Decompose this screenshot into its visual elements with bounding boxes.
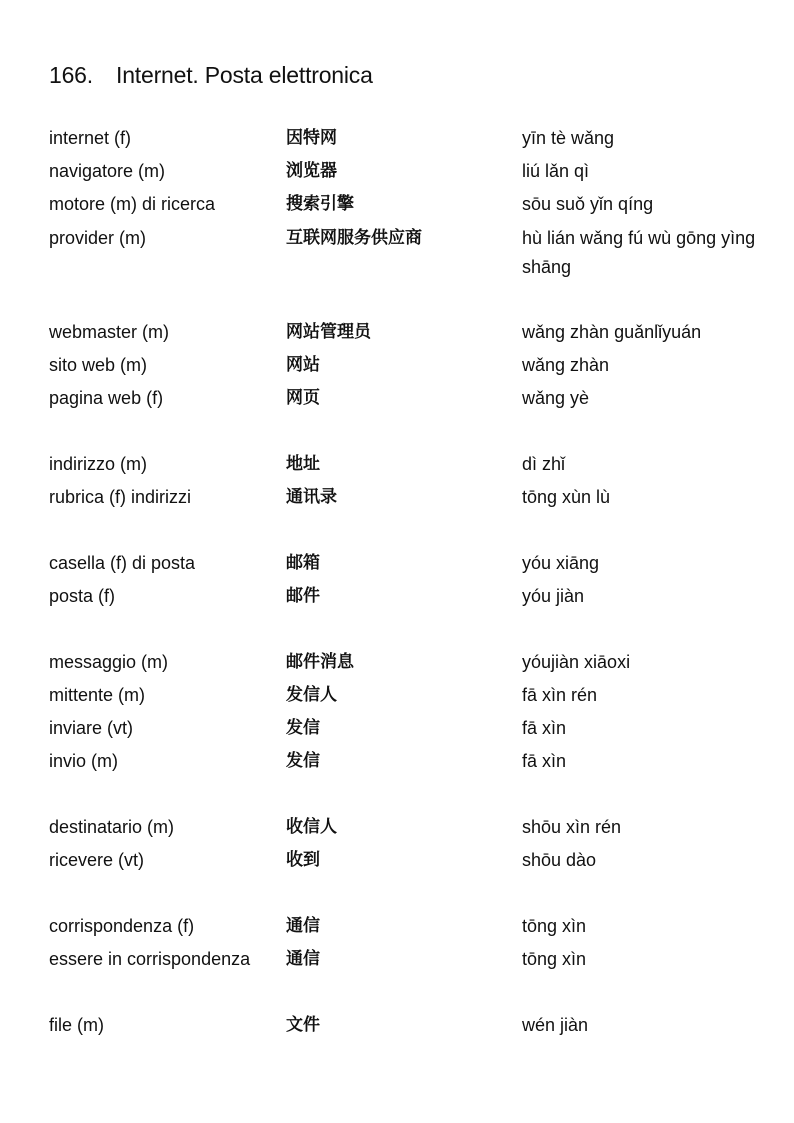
chinese-term: 地址 (286, 454, 320, 475)
vocab-entry (49, 190, 769, 223)
vocab-entry (49, 945, 769, 978)
chinese-term: 发信人 (286, 685, 337, 706)
vocab-entry (49, 648, 769, 681)
italian-term: messaggio (m) (49, 651, 169, 672)
italian-term: webmaster (m) (49, 322, 170, 343)
page-title (49, 62, 373, 89)
vocab-entry (49, 846, 769, 879)
chinese-term: 通信 (286, 949, 320, 970)
italian-term: destinatario (m) (49, 817, 175, 838)
vocab-entry (49, 483, 769, 516)
chinese-term: 网页 (286, 388, 320, 409)
pinyin: tōng xùn lù (522, 487, 611, 508)
vocab-entry (49, 747, 769, 780)
group-spacer (49, 880, 769, 913)
vocab-entry (49, 351, 769, 384)
italian-term: pagina web (f) (49, 388, 164, 409)
chinese-term: 网站管理员 (286, 322, 371, 343)
section-title: Internet. Posta elettronica (116, 62, 373, 88)
italian-term: internet (f) (49, 128, 132, 148)
italian-term: sito web (m) (49, 355, 148, 376)
chinese-term: 邮件 (286, 586, 320, 607)
chinese-term: 浏览器 (286, 161, 337, 182)
vocab-entry (49, 912, 769, 945)
italian-term: motore (m) di ricerca (49, 194, 216, 215)
vocab-entry (49, 582, 769, 615)
group-spacer (49, 781, 769, 814)
pinyin: fā xìn (522, 718, 567, 739)
pinyin: fā xìn rén (522, 685, 598, 706)
chinese-term: 收信人 (286, 817, 337, 838)
vocab-entry (49, 384, 769, 417)
pinyin: sōu suǒ yǐn qíng (522, 194, 654, 215)
section-number: 166. (49, 62, 93, 88)
italian-term: invio (m) (49, 751, 119, 772)
vocab-entry (49, 714, 769, 747)
pinyin: shōu xìn rén (522, 817, 622, 838)
italian-term: corrispondenza (f) (49, 916, 195, 936)
italian-term: essere in corrispondenza (49, 949, 251, 970)
italian-term: posta (f) (49, 586, 116, 607)
vocab-entry (49, 224, 769, 286)
group-spacer (49, 615, 769, 648)
italian-term: provider (m) (49, 227, 147, 248)
italian-term: ricevere (vt) (49, 850, 145, 871)
chinese-term: 文件 (286, 1014, 320, 1035)
pinyin: dì zhǐ (522, 454, 566, 475)
pinyin: liú lǎn qì (522, 161, 590, 182)
pinyin: tōng xìn (522, 949, 587, 970)
group-spacer (49, 286, 769, 319)
chinese-term: 邮箱 (286, 553, 320, 573)
italian-term: file (m) (49, 1014, 104, 1035)
chinese-term: 网站 (286, 355, 320, 376)
chinese-term: 因特网 (286, 128, 337, 148)
chinese-term: 互联网服务供应商 (286, 227, 422, 248)
italian-term: inviare (vt) (49, 718, 134, 739)
chinese-term: 发信 (286, 718, 320, 739)
chinese-term: 搜索引擎 (286, 194, 354, 215)
chinese-term: 邮件消息 (286, 651, 354, 672)
vocabulary-list (49, 124, 769, 1044)
vocab-entry (49, 157, 769, 190)
pinyin: wén jiàn (522, 1014, 589, 1035)
italian-term: indirizzo (m) (49, 454, 148, 475)
pinyin: fā xìn (522, 751, 567, 772)
vocab-entry (49, 318, 769, 351)
vocab-entry (49, 681, 769, 714)
vocab-entry (49, 450, 769, 483)
pinyin: shōu dào (522, 850, 597, 871)
pinyin: yóujiàn xiāoxi (522, 651, 631, 672)
group-spacer (49, 978, 769, 1011)
pinyin: wǎng zhàn guǎnlǐyuán (522, 322, 702, 343)
vocab-entry (49, 1011, 769, 1044)
pinyin: yóu xiāng (522, 553, 600, 573)
pinyin: yóu jiàn (522, 586, 585, 607)
vocab-entry (49, 124, 769, 157)
chinese-term: 通信 (286, 916, 320, 936)
pinyin: yīn tè wǎng (522, 128, 615, 148)
chinese-term: 通讯录 (286, 487, 337, 508)
italian-term: casella (f) di posta (49, 553, 196, 573)
pinyin: wǎng zhàn (522, 355, 610, 376)
chinese-term: 收到 (286, 850, 320, 871)
pinyin: hù lián wǎng fú wù gōng yìng shāng (522, 227, 756, 277)
italian-term: navigatore (m) (49, 161, 166, 182)
pinyin: tōng xìn (522, 916, 587, 936)
italian-term: rubrica (f) indirizzi (49, 487, 192, 508)
group-spacer (49, 418, 769, 451)
vocab-entry (49, 549, 769, 582)
pinyin: wǎng yè (522, 388, 590, 409)
group-spacer (49, 517, 769, 550)
italian-term: mittente (m) (49, 685, 146, 706)
chinese-term: 发信 (286, 751, 320, 772)
vocab-entry (49, 813, 769, 846)
